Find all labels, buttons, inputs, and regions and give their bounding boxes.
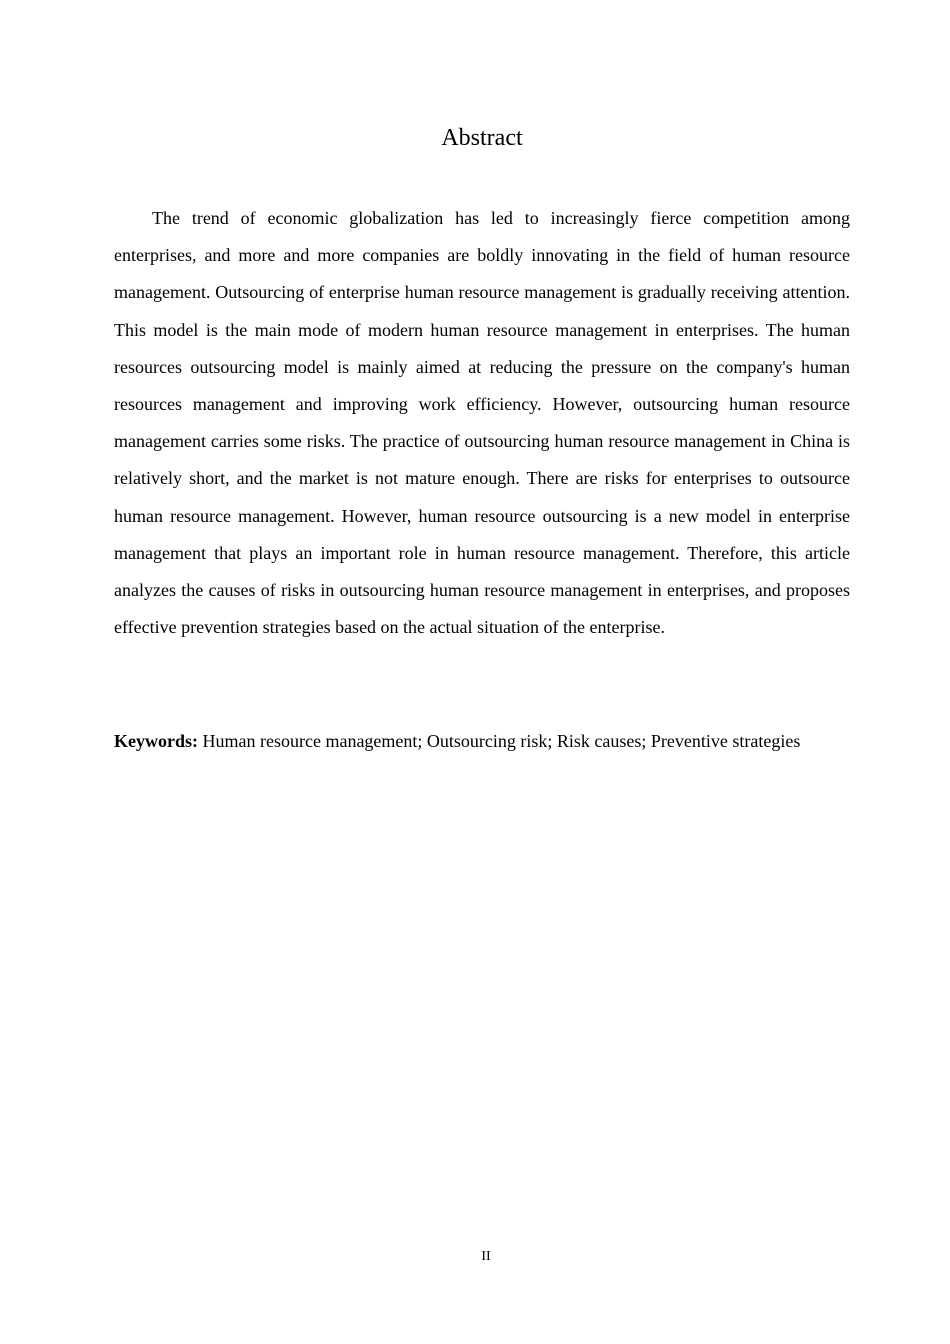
keywords-text: Human resource management; Outsourcing risk; Risk causes; Preventive strategies [202,731,801,751]
keywords-label: Keywords: [114,731,198,751]
abstract-title: Abstract [441,125,523,151]
page-number: II [481,1249,491,1264]
abstract-body: The trend of economic globalization has led to increasingly fierce competition among enterprises, and more and more companies are boldly innovating in the field of human resource management. Outsourcing of enterprise human resource management is gradually receiving attention. This model is the main mode of modern human resource management in enterprises. The human resources outsourcing model is mainly aimed at reducing the pressure on the company's human resources management and improving work efficiency. However, outsourcing human resource management carries some risks. The practice of outsourcing human resource management in China is relatively short, and the market is not mature enough. There are risks for enterprises to outsource human resource management. However, human resource outsourcing is a new model in enterprise management that plays an important role in human resource management. Therefore, this article analyzes the causes of risks in outsourcing human resource management in enterprises, and proposes effective prevention strategies based on the actual situation of the enterprise. [114,208,850,638]
keywords-line [114,726,874,756]
